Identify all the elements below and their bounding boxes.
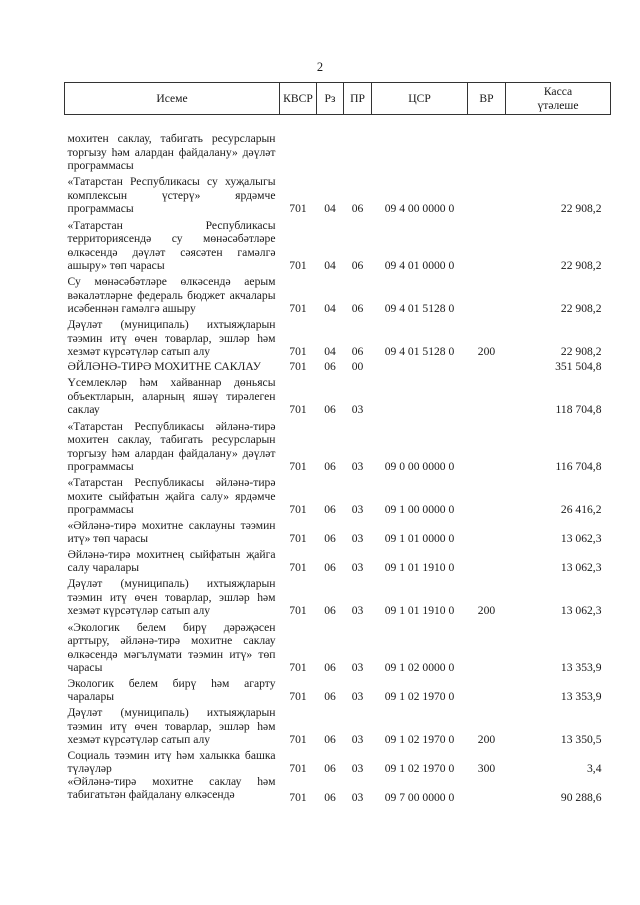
row-kvsr: 701: [289, 732, 307, 746]
row-rz: 06: [324, 402, 336, 416]
row-amount: 22 908,2: [560, 201, 602, 215]
row-vr: [468, 617, 506, 674]
row-name: мохитен саклау, табигать ресурсларын торгызу һәм алардан файдалану» дәүләт программасы: [67, 132, 276, 172]
row-csr: [372, 373, 468, 416]
table-row: [65, 215, 611, 272]
row-amount: 116 704,8: [555, 459, 602, 473]
table-row: [65, 315, 611, 358]
header-amount-line1: Касса: [543, 84, 573, 98]
row-name: «Татарстан Республикасы территориясендә су мөнәсәбәтләре өлкәсендә дәүләт сәясәтен гамәлгә ашыру» төп чарасы: [67, 219, 276, 272]
row-kvsr: 701: [289, 531, 307, 545]
table-row: [65, 115, 611, 173]
row-csr: 09 1 02 1970 0: [384, 761, 455, 775]
row-kvsr: 701: [289, 359, 307, 373]
row-name: Дәүләт (муниципаль) ихтыяҗларын тәэмин итү өчен товарлар, эшләр һәм хезмәт күрсәтүләр сатып алу: [67, 577, 276, 617]
row-kvsr: 701: [289, 790, 307, 804]
row-csr: 09 4 00 0000 0: [384, 201, 455, 215]
row-name: Әйләнә-тирә мохитнең сыйфатын җайга салу чаралары: [67, 547, 276, 574]
row-amount: 13 062,3: [560, 531, 602, 545]
row-name: «Экологик белем бирү дәрәҗәсен арттыру, әйләнә-тирә мохитне саклау өлкәсендә мәгълүмати тәэмин итү» төп чарасы: [67, 621, 276, 674]
row-vr: [468, 545, 506, 574]
header-name: Исеме: [65, 83, 280, 115]
row-amount: 22 908,2: [560, 258, 602, 272]
row-kvsr: 701: [289, 761, 307, 775]
row-vr: [468, 115, 506, 173]
row-pr: 03: [351, 502, 364, 516]
row-rz: 06: [324, 732, 336, 746]
header-csr: ЦСР: [372, 83, 468, 115]
row-csr: 09 4 01 5128 0: [384, 301, 455, 315]
row-vr: [468, 674, 506, 703]
row-csr: 09 1 00 0000 0: [384, 502, 455, 516]
row-csr: 09 1 02 1970 0: [384, 732, 455, 746]
row-pr: 03: [351, 689, 364, 703]
row-vr: [468, 516, 506, 545]
row-rz: 06: [324, 790, 336, 804]
row-pr: 06: [351, 201, 364, 215]
table-row: [65, 617, 611, 674]
row-csr: 09 1 01 0000 0: [384, 531, 455, 545]
row-pr: 06: [351, 301, 364, 315]
row-kvsr: 701: [289, 201, 307, 215]
row-csr: 09 1 01 1910 0: [384, 560, 455, 574]
row-name: Дәүләт (муниципаль) ихтыяҗларын тәэмин итү өчен товарлар, эшләр һәм хезмәт күрсәтүләр сатып алу: [67, 706, 276, 746]
row-kvsr: 701: [289, 301, 307, 315]
table-row: [65, 775, 611, 804]
row-csr: 09 0 00 0000 0: [384, 459, 455, 473]
table-row: [65, 545, 611, 574]
row-pr: 03: [351, 790, 364, 804]
row-name: Экологик белем бирү һәм агарту чаралары: [67, 676, 276, 703]
row-rz: 04: [324, 344, 336, 358]
row-name: Дәүләт (муниципаль) ихтыяҗларын тәэмин итү өчен товарлар, эшләр һәм хезмәт күрсәтүләр сатып алу: [67, 318, 276, 358]
table-row: [65, 172, 611, 215]
row-rz: 06: [324, 660, 336, 674]
row-pr: 03: [351, 459, 364, 473]
header-pr: ПР: [344, 83, 372, 115]
row-name: «Әйләнә-тирә мохитне саклауны тәэмин итү» төп чарасы: [67, 518, 276, 545]
row-amount: 13 062,3: [560, 560, 602, 574]
table-row: [65, 358, 611, 373]
row-amount: [506, 115, 611, 173]
header-rz: Рз: [317, 83, 344, 115]
row-name: ӘЙЛӘНӘ-ТИРӘ МОХИТНЕ САКЛАУ: [67, 359, 261, 373]
row-rz: [317, 115, 344, 173]
table-row: [65, 746, 611, 775]
row-rz: 06: [324, 459, 336, 473]
row-kvsr: [280, 115, 317, 173]
row-pr: 03: [351, 732, 364, 746]
row-pr: [344, 115, 372, 173]
row-rz: 04: [324, 201, 336, 215]
row-rz: 06: [324, 502, 336, 516]
row-pr: 03: [351, 761, 364, 775]
row-vr: [468, 272, 506, 315]
row-amount: 3,4: [587, 761, 602, 775]
row-pr: 06: [351, 344, 364, 358]
row-amount: 26 416,2: [560, 502, 602, 516]
header-vr: ВР: [468, 83, 506, 115]
row-vr: 200: [477, 603, 496, 617]
row-pr: 03: [351, 531, 364, 545]
table-row: [65, 674, 611, 703]
row-pr: 00: [351, 359, 364, 373]
row-csr: 09 4 01 5128 0: [384, 344, 455, 358]
row-vr: 200: [477, 344, 496, 358]
row-name: Социаль тәэмин итү һәм халыкка башка түләүләр: [67, 748, 276, 775]
row-amount: 22 908,2: [560, 301, 602, 315]
row-csr: [372, 115, 468, 173]
row-vr: [468, 373, 506, 416]
row-csr: 09 1 01 1910 0: [384, 603, 455, 617]
row-pr: 03: [351, 402, 364, 416]
row-vr: [468, 473, 506, 516]
row-rz: 06: [324, 603, 336, 617]
row-rz: 06: [324, 761, 336, 775]
header-amount: [506, 83, 611, 115]
table-row: [65, 272, 611, 315]
row-amount: 118 704,8: [555, 402, 602, 416]
row-kvsr: 701: [289, 502, 307, 516]
row-name: «Татарстан Республикасы су хуҗалыгы комплексын үстерү» ярдәмче программасы: [67, 175, 276, 215]
header-kvsr: КВСР: [280, 83, 317, 115]
row-amount: 13 350,5: [560, 732, 602, 746]
row-vr: [468, 416, 506, 473]
row-kvsr: 701: [289, 603, 307, 617]
row-vr: [468, 215, 506, 272]
budget-table: [64, 82, 611, 804]
row-name: «Татарстан Республикасы әйләнә-тирә мохите сыйфатын җайга салу» ярдәмче программасы: [67, 476, 276, 516]
table-row: [65, 416, 611, 473]
row-kvsr: 701: [289, 459, 307, 473]
row-csr: [372, 358, 468, 373]
table-row: [65, 574, 611, 617]
row-amount: 22 908,2: [560, 344, 602, 358]
row-rz: 04: [324, 301, 336, 315]
header-amount-line2: үтәлеше: [537, 98, 579, 112]
row-amount: 13 353,9: [560, 689, 602, 703]
row-rz: 06: [324, 359, 336, 373]
row-vr: [468, 358, 506, 373]
row-amount: 13 353,9: [560, 660, 602, 674]
row-name: Су мөнәсәбәтләре өлкәсендә аерым вәкаләтләрне федераль бюджет акчалары исәбеннән гамәлгә ашыру: [67, 275, 276, 315]
row-kvsr: 701: [289, 402, 307, 416]
row-kvsr: 701: [289, 660, 307, 674]
row-vr: [468, 775, 506, 804]
row-vr: 300: [477, 761, 496, 775]
row-amount: 90 288,6: [560, 790, 602, 804]
table-row: [65, 373, 611, 416]
row-pr: 03: [351, 603, 364, 617]
row-rz: 06: [324, 689, 336, 703]
row-kvsr: 701: [289, 689, 307, 703]
row-name: Үсемлекләр һәм хайваннар дөньясы объектларын, аларның яшәү тирәлеген саклау: [67, 376, 276, 416]
row-amount: 351 504,8: [555, 359, 602, 373]
row-vr: 200: [477, 732, 496, 746]
table-header-row: [65, 83, 611, 115]
row-rz: 06: [324, 560, 336, 574]
row-kvsr: 701: [289, 344, 307, 358]
row-kvsr: 701: [289, 560, 307, 574]
row-pr: 03: [351, 660, 364, 674]
row-name: «Әйләнә-тирә мохитне саклау һәм табигатьтән файдалану өлкәсендә: [67, 775, 276, 802]
row-kvsr: 701: [289, 258, 307, 272]
row-pr: 03: [351, 560, 364, 574]
table-row: [65, 703, 611, 746]
row-amount: 13 062,3: [560, 603, 602, 617]
row-csr: 09 1 02 0000 0: [384, 660, 455, 674]
table-row: [65, 473, 611, 516]
row-pr: 06: [351, 258, 364, 272]
row-rz: 06: [324, 531, 336, 545]
table-row: [65, 516, 611, 545]
row-csr: 09 1 02 1970 0: [384, 689, 455, 703]
row-name: «Татарстан Республикасы әйләнә-тирә мохитен саклау, табигать ресурсларын торгызу һәм алардан файдалану» дәүләт программасы: [67, 420, 276, 473]
row-csr: 09 4 01 0000 0: [384, 258, 455, 272]
row-csr: 09 7 00 0000 0: [384, 790, 455, 804]
row-rz: 04: [324, 258, 336, 272]
page-number: 2: [316, 60, 324, 74]
row-vr: [468, 172, 506, 215]
